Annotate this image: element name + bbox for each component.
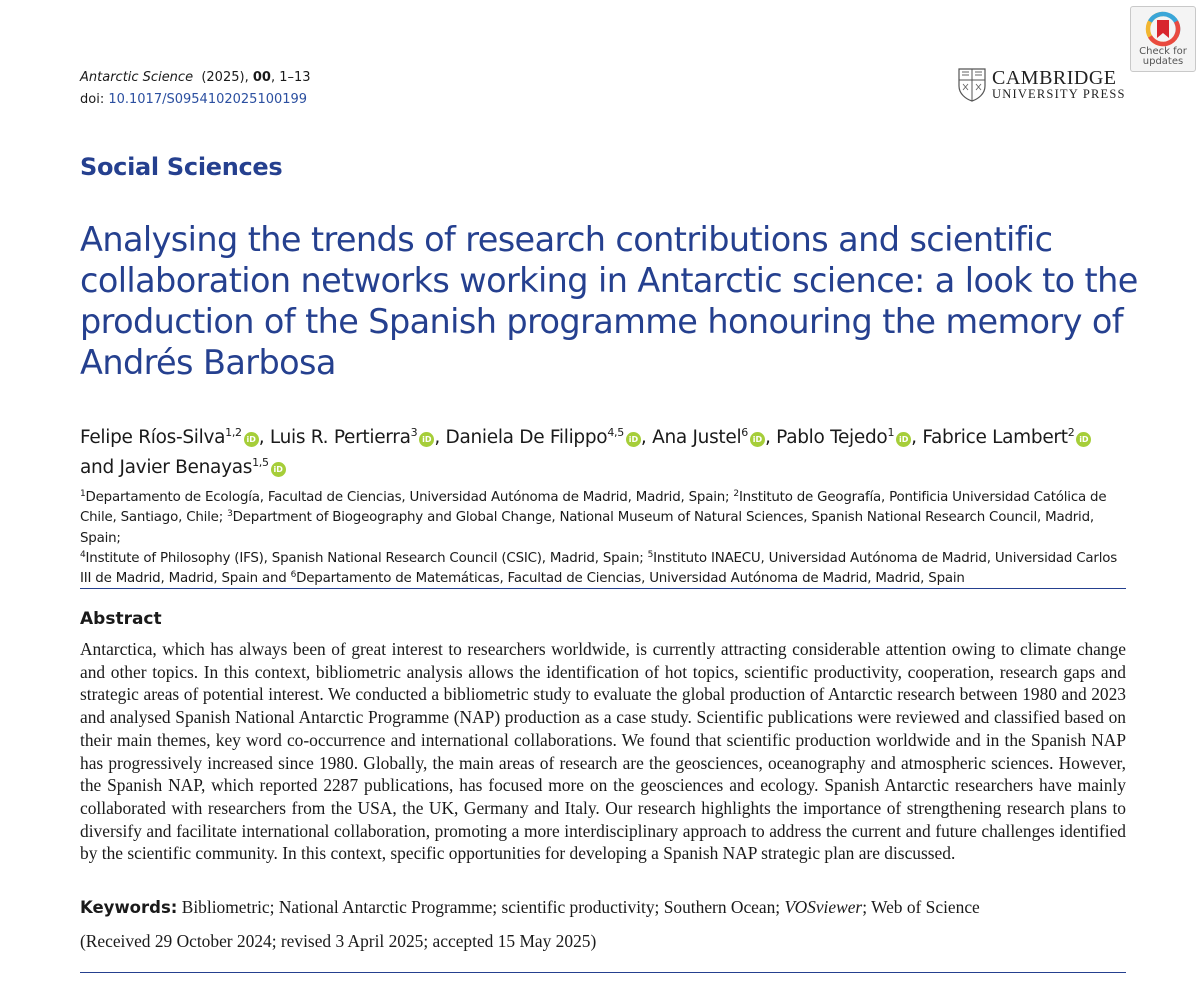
journal-year: (2025), <box>201 70 249 85</box>
author-separator: , <box>640 427 653 448</box>
author <box>652 427 776 448</box>
article-title: Analysing the trends of research contributions and scientific collaboration networks working in Antarctic science: a look to the production of the Spanish programme honouring the memory of Andrés Barbosa <box>80 220 1138 382</box>
doi-link[interactable]: 10.1017/S0954102025100199 <box>108 92 308 107</box>
author-affiliation: 1,5 <box>252 456 269 469</box>
affiliation-number: 1 <box>80 489 86 499</box>
author <box>80 427 270 448</box>
author-separator: , <box>434 427 446 448</box>
section-label: Social Sciences <box>80 153 283 181</box>
publisher-subname: UNIVERSITY PRESS <box>992 87 1126 101</box>
received-dates: (Received 29 October 2024; revised 3 April 2025; accepted 15 May 2025) <box>80 931 597 951</box>
author-name: and Javier Benayas <box>80 457 253 478</box>
check-updates-icon <box>1145 11 1181 47</box>
author-affiliation: 4,5 <box>607 426 624 439</box>
orcid-icon[interactable]: iD <box>244 432 259 447</box>
abstract-body: Antarctica, which has always been of great interest to researchers worldwide, is currently attracting considerable attention owing to climate change and other topics. In this context, bibliometric analysis allows the identification of hot topics, scientific productivity, cooperation, research gaps and strategic areas of potential interest. We conducted a bibliometric study to evaluate the global production of Antarctic research between 1980 and 2023 and analysed Spanish National Antarctic Programme (NAP) production as a case study. Scientific publications were reviewed and classified based on their main themes, key word co-occurrence and international collaborations. We found that scientific production worldwide and in the Spanish NAP has progressively increased since 1980. Globally, the main areas of research are the geosciences, oceanography and atmospheric sciences. However, the Spanish NAP, which reported 2287 publications, has focused more on the geosciences and ecology. Spanish Antarctic researchers have mainly collaborated with researchers from the USA, the UK, Germany and Italy. Our research highlights the importance of strengthening research plans to diversify and facilitate international collaboration, promoting a more interdisciplinary approach to address the current and future challenges identified by the scientific community. In this context, specific opportunities for developing a Spanish NAP strategic plan are discussed. <box>80 639 1126 864</box>
check-updates-line2: updates <box>1142 56 1184 67</box>
divider-bottom <box>80 972 1126 973</box>
affiliation-text: Departamento de Ecología, Facultad de Ciencias, Universidad Autónoma de Madrid, Madrid, Spain; <box>85 490 730 505</box>
author-name: Pablo Tejedo <box>776 427 888 448</box>
journal-pages: , 1–13 <box>270 70 311 85</box>
orcid-icon[interactable]: iD <box>896 432 911 447</box>
orcid-icon[interactable]: iD <box>419 432 434 447</box>
cambridge-university-press-logo <box>958 68 1128 104</box>
author-name: Luis R. Pertierra <box>269 427 411 448</box>
check-updates-line1: Check for <box>1139 46 1187 57</box>
journal-name: Antarctic Science <box>80 70 194 85</box>
doi-label: doi: <box>80 92 105 107</box>
orcid-icon[interactable]: iD <box>626 432 641 447</box>
author-name: Fabrice Lambert <box>922 427 1068 448</box>
keywords-label: Keywords: <box>80 898 178 917</box>
orcid-icon[interactable]: iD <box>750 432 765 447</box>
doi-line <box>80 92 307 107</box>
author-name: Daniela De Filippo <box>445 427 608 448</box>
affiliation-text: Instituto INAECU, Universidad Autónoma de Madrid, Universidad Carlos III de Madrid, Madrid, Spain and <box>80 550 1118 587</box>
author-separator: , <box>765 427 777 448</box>
keywords-italic: VOSviewer <box>784 897 863 917</box>
author <box>446 427 653 448</box>
orcid-icon[interactable]: iD <box>271 462 286 477</box>
affiliation-number: 3 <box>227 509 233 520</box>
cambridge-shield-icon <box>958 68 986 102</box>
author-affiliation: 3 <box>410 426 418 439</box>
keywords-text-end: ; Web of Science <box>862 897 980 917</box>
author <box>922 427 1091 448</box>
keywords-text: Bibliometric; National Antarctic Programme; scientific productivity; Southern Ocean; <box>181 897 781 917</box>
journal-volume: 00 <box>252 70 271 85</box>
author-affiliation: 6 <box>741 426 748 439</box>
author-affiliation: 2 <box>1067 426 1075 439</box>
affiliation-text: Instituto de Geografía, Pontificia Universidad Católica de Chile, Santiago, Chile; <box>80 490 1107 526</box>
author-list <box>80 423 1140 483</box>
divider-top <box>80 588 1126 589</box>
author-affiliation: 1 <box>887 426 895 439</box>
author <box>776 427 922 448</box>
affiliation-number: 4 <box>80 549 86 560</box>
affiliation-number: 6 <box>290 570 297 581</box>
author <box>80 457 286 478</box>
author-affiliation: 1,2 <box>225 426 242 439</box>
author-name: Ana Justel <box>652 427 742 448</box>
publisher-name: CAMBRIDGE <box>992 67 1117 89</box>
check-for-updates-button[interactable] <box>1130 6 1196 72</box>
keywords-line <box>80 897 1126 918</box>
affiliation-list <box>80 488 1130 589</box>
affiliation-text: Departamento de Matemáticas, Facultad de Ciencias, Universidad Autónoma de Madrid, Madrid, Spain <box>296 571 965 587</box>
author-separator: , <box>258 427 270 448</box>
abstract-heading: Abstract <box>80 609 162 629</box>
journal-citation <box>80 70 311 85</box>
affiliation-number: 5 <box>647 549 654 560</box>
author <box>270 427 446 448</box>
affiliation-text: Department of Biogeography and Global Change, National Museum of Natural Sciences, Spanish National Research Council, Madrid, Spain; <box>80 510 1094 546</box>
orcid-icon[interactable]: iD <box>1076 432 1091 447</box>
affiliation-text: Institute of Philosophy (IFS), Spanish National Research Council (CSIC), Madrid, Spain; <box>85 550 644 566</box>
author-separator: , <box>911 427 923 448</box>
author-name: Felipe Ríos-Silva <box>80 427 226 448</box>
affiliation-number: 2 <box>733 489 739 499</box>
